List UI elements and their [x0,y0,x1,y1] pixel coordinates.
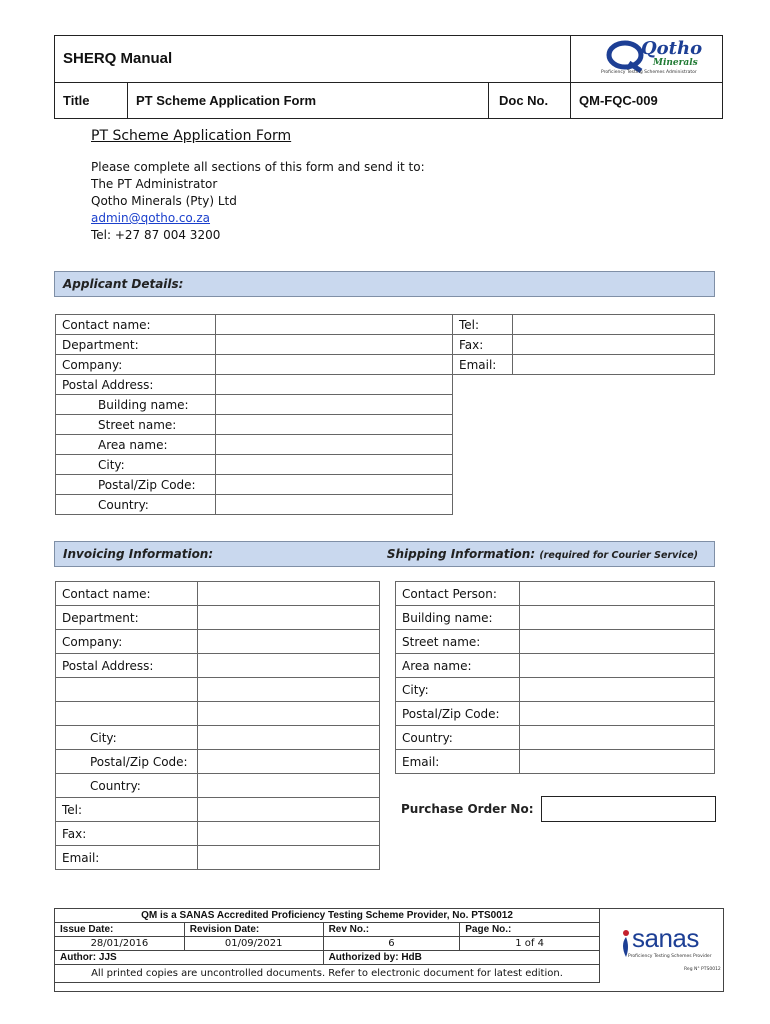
rev-no-value: 6 [323,937,460,951]
sanas-logo [600,909,723,991]
applicant-country-input[interactable] [215,495,452,515]
table-row [56,435,453,455]
table-row [396,654,715,678]
issue-date-label: Issue Date: [55,923,185,937]
field-label: Postal/Zip Code: [56,475,216,495]
table-row [396,702,715,726]
field-label: Country: [56,774,198,798]
field-label: Country: [56,495,216,515]
field-label: Email: [396,750,520,774]
page-no-value: 1 of 4 [460,937,600,951]
field-label: Postal Address: [56,654,198,678]
field-label: Postal Address: [56,375,216,395]
rev-no-label: Rev No.: [323,923,460,937]
table-row [55,909,600,923]
table-row [55,923,600,937]
intro-block [91,159,425,244]
purchase-order-label: Purchase Order No: [401,802,534,816]
field-label: Fax: [56,822,198,846]
shipping-section-heading [387,547,698,561]
intro-line: Please complete all sections of this form and send it to: [91,160,425,174]
applicant-postal-address-input[interactable] [215,375,452,395]
field-label: Company: [56,355,216,375]
table-row [56,355,453,375]
table-row [56,455,453,475]
applicant-department-input[interactable] [215,335,452,355]
qotho-logo [571,36,722,83]
field-label: Street name: [56,415,216,435]
issue-date-value: 28/01/2016 [55,937,185,951]
table-row [56,750,380,774]
field-label: Tel: [56,798,198,822]
invoicing-fax-input[interactable] [197,822,379,846]
table-row [55,937,600,951]
table-row [55,951,600,965]
table-row [56,654,380,678]
applicant-section-bar [54,271,715,297]
table-row [396,630,715,654]
field-label: City: [56,455,216,475]
field-label: Department: [56,335,216,355]
invoicing-email-input[interactable] [197,846,379,870]
invoicing-country-input[interactable] [197,774,379,798]
applicant-section-title: Applicant Details: [63,277,184,291]
docno-value: QM-FQC-009 [579,93,658,108]
field-label: Tel: [453,315,513,335]
table-row [396,726,715,750]
applicant-right-table [453,314,715,375]
field-label: Street name: [396,630,520,654]
logo-tagline: Proficiency Testing Schemes Administrator [601,70,697,75]
field-label: Contact Person: [396,582,520,606]
table-row [56,630,380,654]
logo-subtext: Minerals [653,58,698,68]
invoicing-contact-name-input[interactable] [197,582,379,606]
invoicing-company-input[interactable] [197,630,379,654]
invoicing-department-input[interactable] [197,606,379,630]
table-row [56,335,453,355]
field-label: Contact name: [56,315,216,335]
table-row [56,606,380,630]
table-row [56,774,380,798]
table-row [56,726,380,750]
logo-q-icon [605,39,645,73]
sanas-tagline: Proficiency Testing Schemes Provider [628,954,712,959]
applicant-postal-code-input[interactable] [215,475,452,495]
purchase-order-input[interactable] [541,796,716,822]
field-label: Department: [56,606,198,630]
table-row [453,355,715,375]
table-row [55,965,600,983]
shipping-building-name-input[interactable] [519,606,714,630]
invoicing-postal-code-input[interactable] [197,750,379,774]
applicant-area-name-input[interactable] [215,435,452,455]
title-value: PT Scheme Application Form [136,93,317,108]
applicant-email-input[interactable] [513,355,715,375]
applicant-street-name-input[interactable] [215,415,452,435]
field-label: Email: [453,355,513,375]
sanas-number: Reg N° PTS0012 [684,967,721,972]
page-no-label: Page No.: [460,923,600,937]
table-row [56,582,380,606]
shipping-table [395,581,715,774]
field-label: Contact name: [56,582,198,606]
title-label: Title [63,93,90,108]
invoicing-address-line-2-label [56,678,198,702]
table-row [396,750,715,774]
invoicing-address-line-3-input[interactable] [197,702,379,726]
document-footer [54,908,724,992]
field-label: Company: [56,630,198,654]
field-label: City: [396,678,520,702]
table-row [453,335,715,355]
shipping-section-title: Shipping Information: [386,547,536,561]
table-row [56,415,453,435]
applicant-company-input[interactable] [215,355,452,375]
applicant-left-table [55,314,453,515]
field-label: Email: [56,846,198,870]
shipping-street-name-input[interactable] [519,630,714,654]
table-row [56,702,380,726]
shipping-contact-person-input[interactable] [519,582,714,606]
field-label: Area name: [56,435,216,455]
author-text: Author: JJS [55,951,324,965]
shipping-postal-code-input[interactable] [519,702,714,726]
invoicing-tel-input[interactable] [197,798,379,822]
invoicing-postal-address-input[interactable] [197,654,379,678]
invoicing-table [55,581,380,870]
table-row [56,846,380,870]
intro-tel: Tel: +27 87 004 3200 [91,228,221,242]
table-row [56,395,453,415]
invoicing-address-line-2-input[interactable] [197,678,379,702]
field-label: Postal/Zip Code: [56,750,198,774]
shipping-section-note: (required for Courier Service) [539,550,698,561]
disclaimer-text: All printed copies are uncontrolled documents. Refer to electronic document for latest edition. [55,965,600,983]
sanas-logo-text: sanas [632,923,699,953]
revision-date-value: 01/09/2021 [184,937,323,951]
accreditation-text: QM is a SANAS Accredited Proficiency Testing Scheme Provider, No. PTS0012 [55,909,600,923]
logo-text: Qotho [641,38,703,59]
field-label: Building name: [56,395,216,415]
invoicing-city-input[interactable] [197,726,379,750]
shipping-email-input[interactable] [519,750,714,774]
authorized-text: Authorized by: HdB [323,951,599,965]
applicant-contact-name-input[interactable] [215,315,452,335]
intro-line: Qotho Minerals (Pty) Ltd [91,194,237,208]
applicant-fax-input[interactable] [513,335,715,355]
shipping-city-input[interactable] [519,678,714,702]
table-row [56,678,380,702]
table-row [56,375,453,395]
field-label: Country: [396,726,520,750]
invoicing-section-title: Invoicing Information: [63,547,214,561]
shipping-area-name-input[interactable] [519,654,714,678]
field-label: Building name: [396,606,520,630]
table-row [56,495,453,515]
document-header [54,35,723,119]
email-link[interactable]: admin@qotho.co.za [91,211,211,225]
footer-table [54,908,600,983]
applicant-building-name-input[interactable] [215,395,452,415]
invoicing-address-line-3-label [56,702,198,726]
applicant-city-input[interactable] [215,455,452,475]
field-label: Postal/Zip Code: [396,702,520,726]
applicant-tel-input[interactable] [513,315,715,335]
form-heading: PT Scheme Application Form [91,128,292,144]
table-row [56,798,380,822]
table-row [396,606,715,630]
invoicing-shipping-section-bar [54,541,715,567]
manual-title: SHERQ Manual [63,50,173,67]
table-row [396,582,715,606]
table-row [56,822,380,846]
field-label: City: [56,726,198,750]
table-row [453,315,715,335]
table-row [56,475,453,495]
shipping-country-input[interactable] [519,726,714,750]
revision-date-label: Revision Date: [184,923,323,937]
table-row [56,315,453,335]
docno-label: Doc No. [499,93,549,108]
field-label: Fax: [453,335,513,355]
table-row [396,678,715,702]
intro-line: The PT Administrator [91,177,218,191]
field-label: Area name: [396,654,520,678]
